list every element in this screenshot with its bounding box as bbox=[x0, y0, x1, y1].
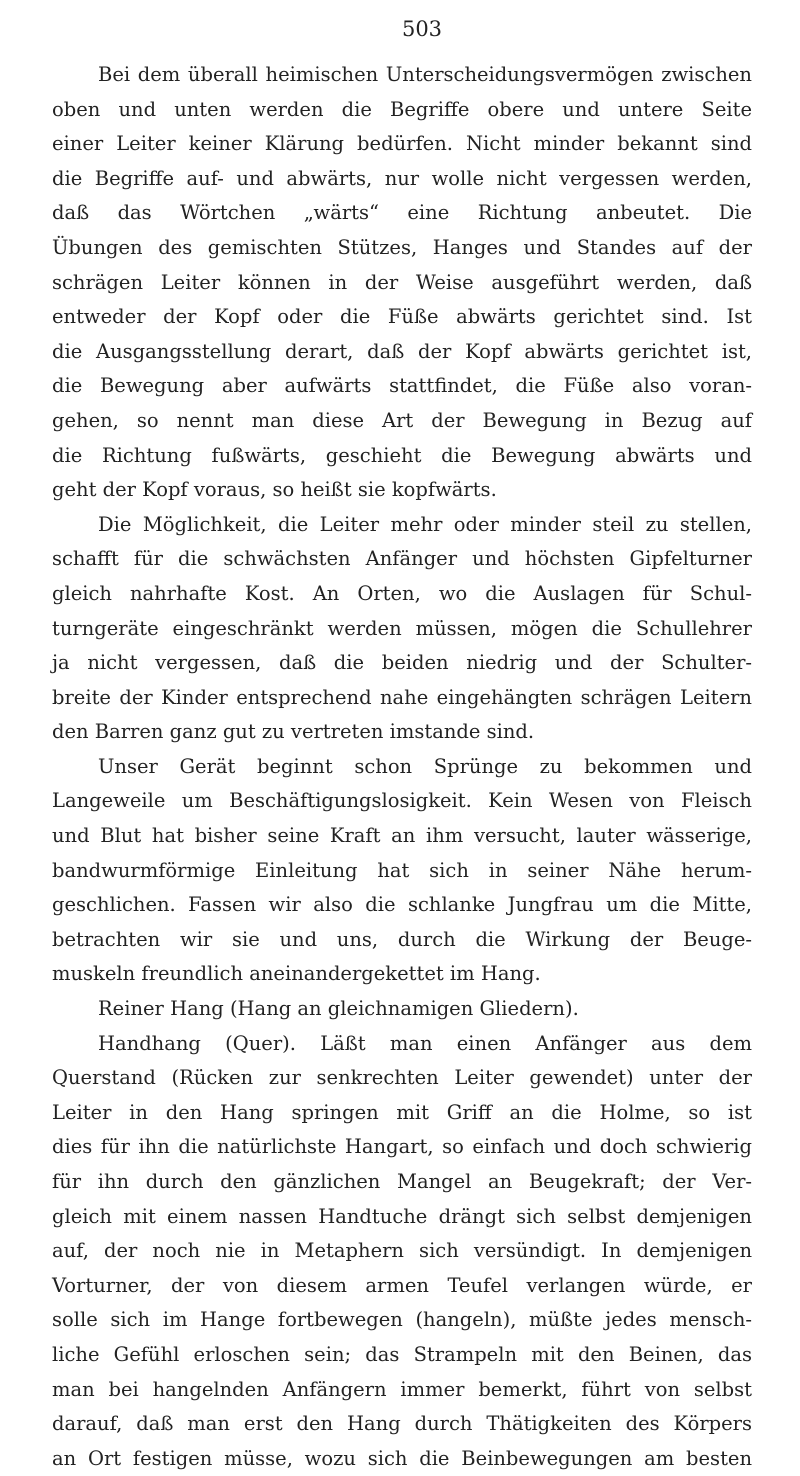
text-line: entweder der Kopf oder die Füße abwärts gerichtet sind. Ist bbox=[52, 305, 752, 329]
text-line: liche Gefühl erloschen sein; das Strampeln mit den Beinen, das bbox=[52, 1342, 752, 1366]
text-line: Bei dem überall heimischen Unterscheidungsvermögen zwischen bbox=[98, 63, 752, 86]
text-line: Querstand (Rücken zur senkrechten Leiter gewendet) unter der bbox=[52, 1066, 752, 1090]
text-line: betrachten wir sie und uns, durch die Wirkung der Beuge- bbox=[52, 927, 752, 951]
text-line: gehen, so nennt man diese Art der Bewegung in Bezug auf bbox=[52, 408, 752, 432]
text-line: geschlichen. Fassen wir also die schlanke Jungfrau um die Mitte, bbox=[52, 893, 752, 917]
text-line: ja nicht vergessen, daß die beiden niedrig und der Schulter- bbox=[52, 651, 752, 675]
text-line: Übungen des gemischten Stützes, Hanges und Standes auf der bbox=[52, 235, 752, 259]
text-line: Unser Gerät beginnt schon Sprünge zu bekommen und bbox=[98, 754, 752, 778]
text-line: Handhang (Quer). Läßt man einen Anfänger aus dem bbox=[98, 1031, 752, 1055]
text-line: Leiter in den Hang springen mit Griff an die Holme, so ist bbox=[52, 1100, 752, 1124]
text-line: die Richtung fußwärts, geschieht die Bewegung abwärts und bbox=[52, 443, 752, 467]
text-line: Reiner Hang (Hang an gleichnamigen Gliedern). bbox=[98, 997, 579, 1021]
text-line: schrägen Leiter können in der Weise ausgeführt werden, daß bbox=[52, 270, 752, 294]
text-line: einer Leiter keiner Klärung bedürfen. Nicht minder bekannt sind bbox=[52, 132, 752, 156]
text-line: den Barren ganz gut zu vertreten imstande sind. bbox=[52, 720, 535, 744]
text-line: geht der Kopf voraus, so heißt sie kopfwärts. bbox=[52, 478, 497, 502]
text-line: auf, der noch nie in Metaphern sich versündigt. In demjenigen bbox=[52, 1239, 752, 1263]
text-line: die Begriffe auf- und abwärts, nur wolle nicht vergessen werden, bbox=[52, 166, 752, 190]
text-line: dies für ihn die natürlichste Hangart, so einfach und doch schwierig bbox=[52, 1135, 752, 1159]
text-line: und Blut hat bisher seine Kraft an ihm versucht, lauter wässerige, bbox=[52, 824, 752, 848]
text-line: für ihn durch den gänzlichen Mangel an Beugekraft; der Ver- bbox=[52, 1170, 752, 1193]
text-line: die Bewegung aber aufwärts stattfindet, die Füße also voran- bbox=[52, 374, 752, 398]
text-line: oben und unten werden die Begriffe obere und untere Seite bbox=[52, 97, 752, 121]
text-line: solle sich im Hange fortbewegen (hangeln), müßte jedes mensch- bbox=[52, 1308, 752, 1332]
text-line: man bei hangelnden Anfängern immer bemerkt, führt von selbst bbox=[52, 1377, 752, 1401]
body-text bbox=[52, 58, 752, 1476]
text-line: die Ausgangsstellung derart, daß der Kopf abwärts gerichtet ist, bbox=[52, 339, 752, 363]
text-line: an Ort festigen müsse, wozu sich die Beinbewegungen am besten bbox=[52, 1446, 752, 1470]
text-line: Langeweile um Beschäftigungslosigkeit. Kein Wesen von Fleisch bbox=[52, 789, 752, 813]
text-line: breite der Kinder entsprechend nahe eingehängten schrägen Leitern bbox=[52, 685, 752, 709]
text-line: Die Möglichkeit, die Leiter mehr oder minder steil zu stellen, bbox=[98, 512, 752, 536]
text-line: schafft für die schwächsten Anfänger und höchsten Gipfelturner bbox=[52, 547, 752, 571]
text-line: darauf, daß man erst den Hang durch Thätigkeiten des Körpers bbox=[52, 1412, 752, 1436]
book-page bbox=[52, 14, 752, 1476]
text-line: muskeln freundlich aneinandergekettet im Hang. bbox=[52, 962, 541, 986]
page-number: 503 bbox=[401, 17, 443, 41]
text-line: Vorturner, der von diesem armen Teufel verlangen würde, er bbox=[52, 1273, 752, 1297]
text-line: turngeräte eingeschränkt werden müssen, mögen die Schullehrer bbox=[52, 616, 752, 640]
text-line: bandwurmförmige Einleitung hat sich in seiner Nähe herum- bbox=[52, 858, 752, 882]
text-line: gleich nahrhafte Kost. An Orten, wo die Auslagen für Schul- bbox=[52, 581, 752, 605]
text-line: daß das Wörtchen „wärts“ eine Richtung anbeutet. Die bbox=[52, 201, 752, 225]
text-line: gleich mit einem nassen Handtuche drängt sich selbst demjenigen bbox=[52, 1204, 752, 1228]
